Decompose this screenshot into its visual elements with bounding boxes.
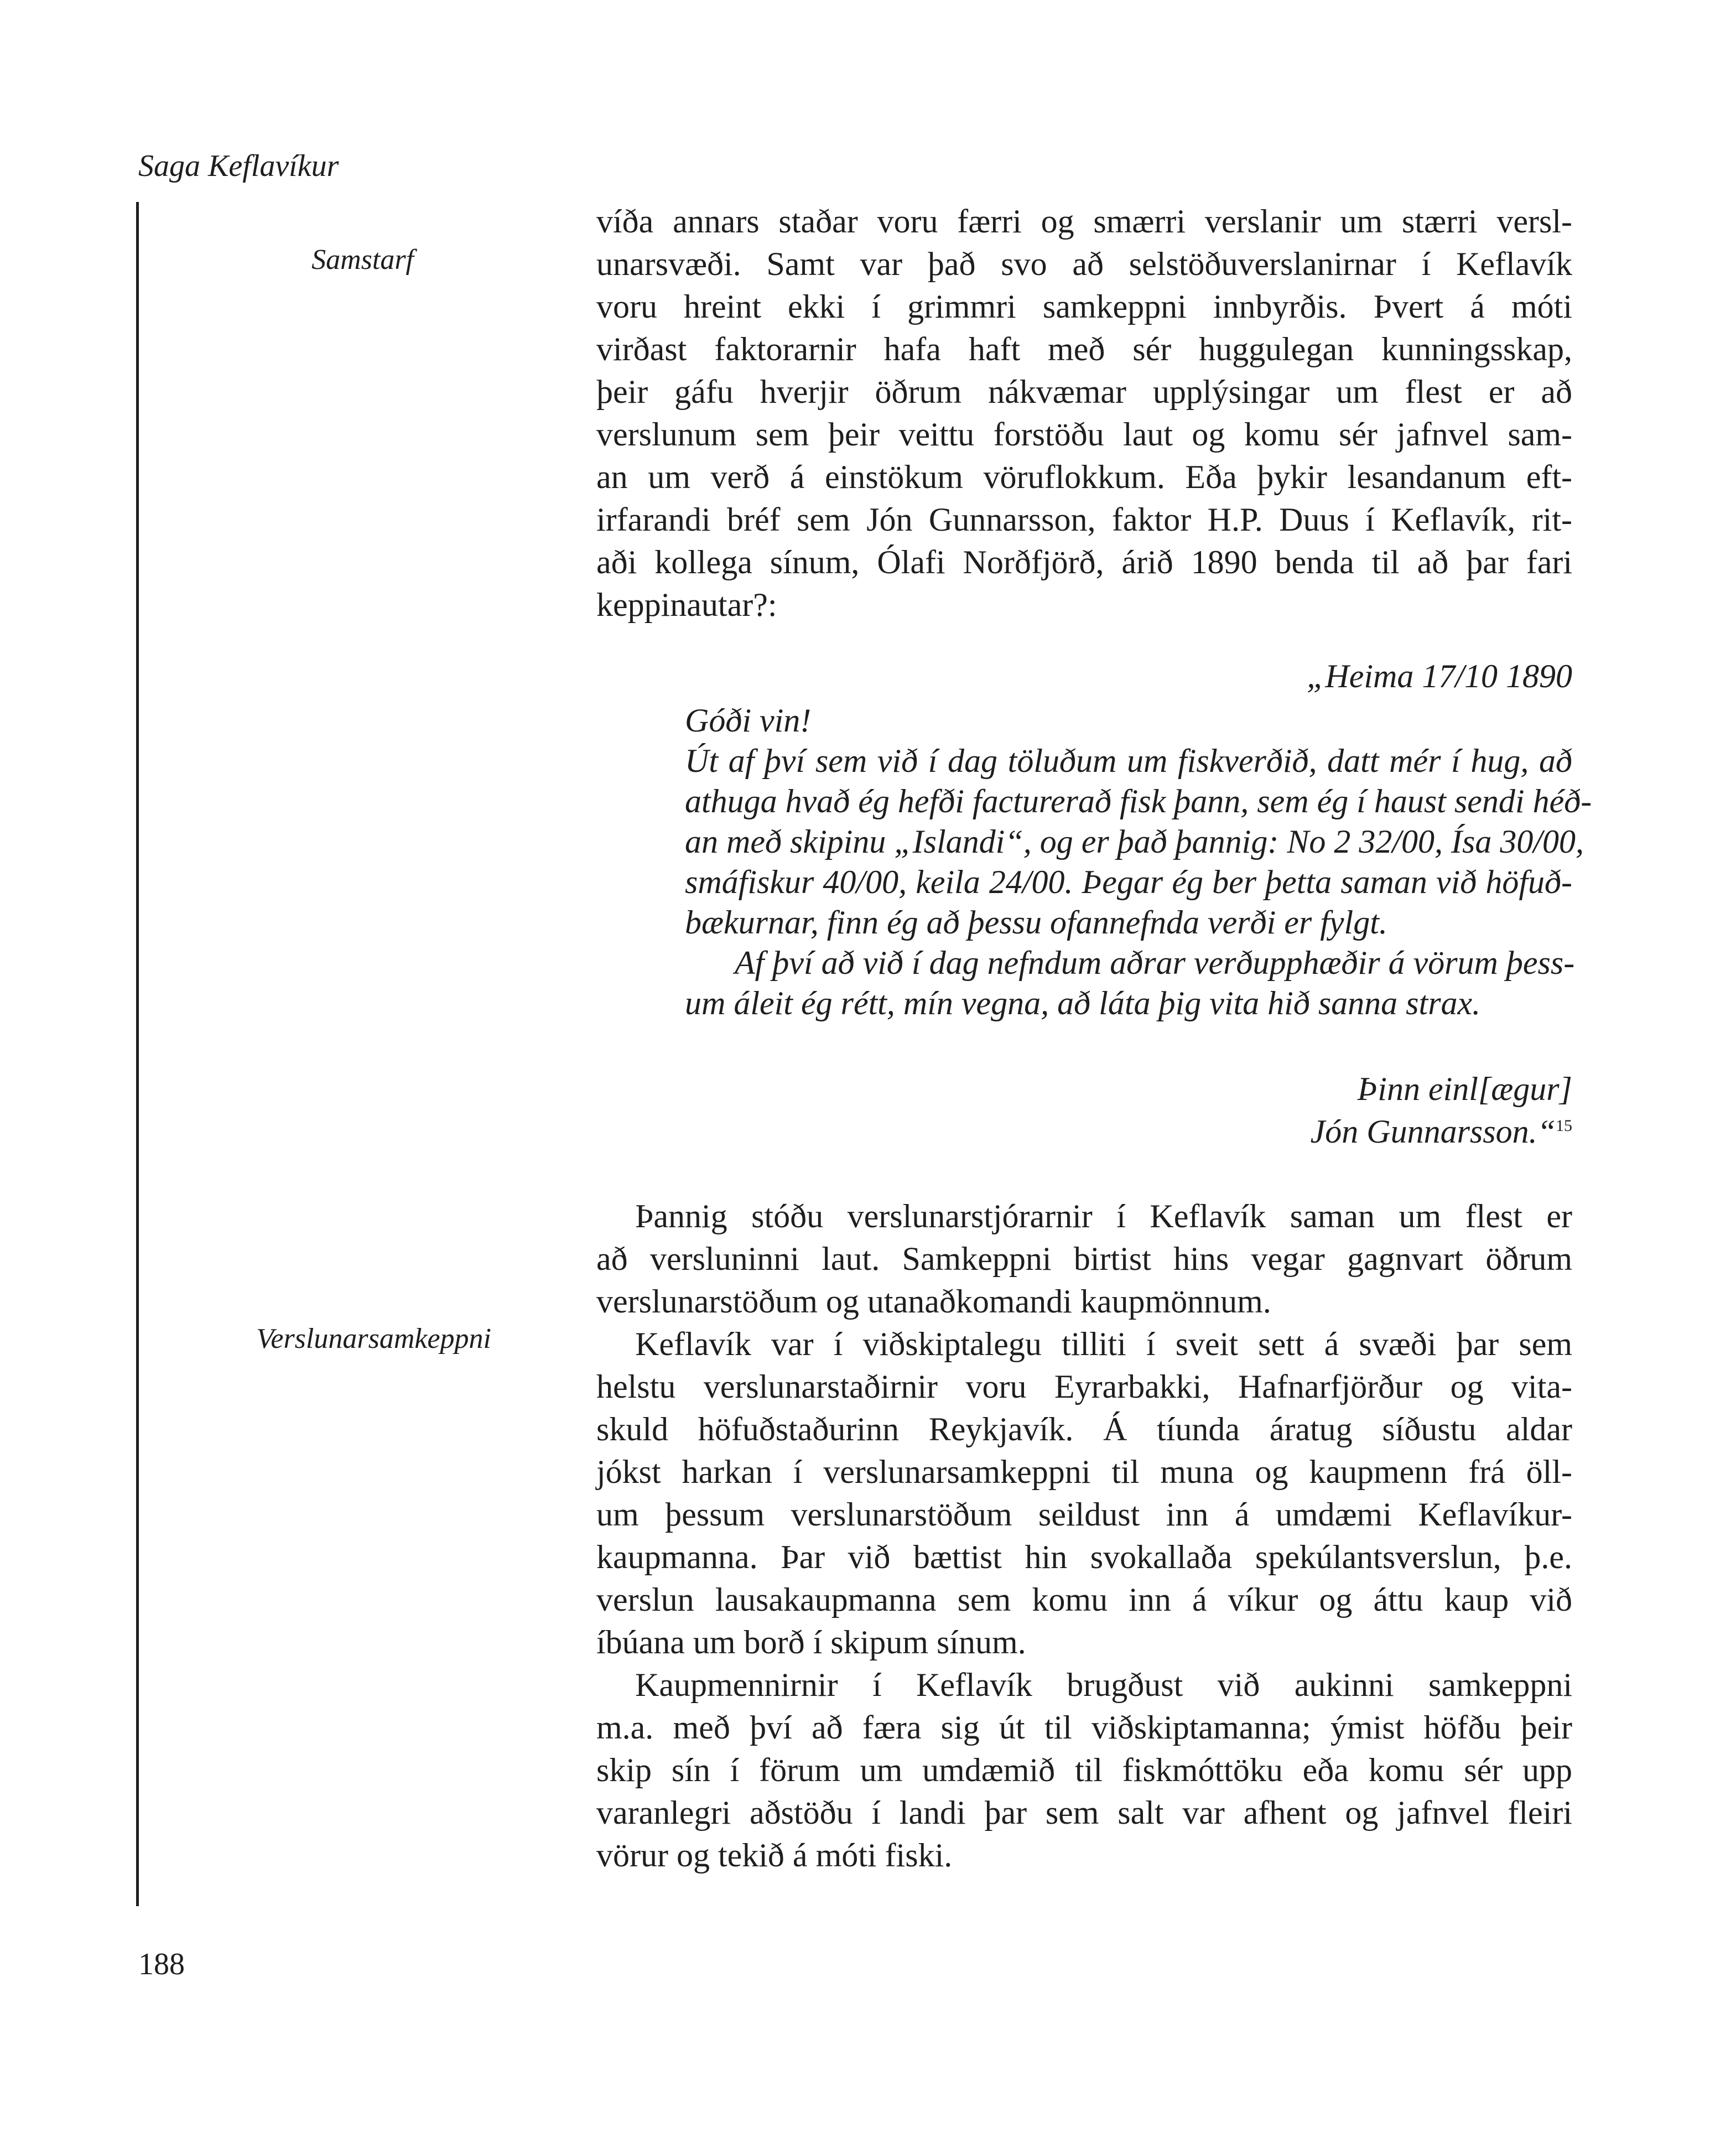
text-line: aði kollega sínum, Ólafi Norðfjörð, árið 1890 benda til að þar fari <box>596 544 1572 580</box>
text-line: vörur og tekið á móti fiski. <box>596 1837 953 1874</box>
text-line: irfarandi bréf sem Jón Gunnarsson, faktor H.P. Duus í Keflavík, rit- <box>596 501 1572 538</box>
text-line: um þessum verslunarstöðum seildust inn á umdæmi Keflavíkur- <box>596 1496 1572 1533</box>
text-line: þeir gáfu hverjir öðrum nákvæmar upplýsingar um flest er að <box>596 373 1572 410</box>
footnote-marker: 15 <box>1556 1117 1572 1135</box>
text-line: keppinautar?: <box>596 587 777 623</box>
text-line: skip sín í förum um umdæmið til fiskmóttöku eða komu sér upp <box>596 1752 1572 1788</box>
letter-greeting: Góði vin! <box>685 702 812 739</box>
letter-closing: Þinn einl[ægur] <box>1357 1071 1572 1107</box>
text-line: að versluninni laut. Samkeppni birtist hins vegar gagnvart öðrum <box>596 1241 1572 1277</box>
text-line: unarsvæði. Samt var það svo að selstöðuverslanirnar í Keflavík <box>596 246 1572 282</box>
text-line: víða annars staðar voru færri og smærri verslanir um stærri versl- <box>596 203 1572 240</box>
letter-line: Af því að við í dag nefndum aðrar verðupphæðir á vörum þess- <box>735 945 1575 981</box>
page-number: 188 <box>138 1947 185 1981</box>
text-line: m.a. með því að færa sig út til viðskiptamanna; ýmist höfðu þeir <box>596 1709 1572 1746</box>
text-line: helstu verslunarstaðirnir voru Eyrarbakki, Hafnarfjörður og vita- <box>596 1368 1572 1405</box>
letter-signature <box>685 1109 1572 1154</box>
text-line: jókst harkan í verslunarsamkeppni til muna og kaupmenn frá öll- <box>596 1454 1572 1490</box>
text-line: verslunarstöðum og utanaðkomandi kaupmönnum. <box>596 1283 1271 1320</box>
text-line: an um verð á einstökum vöruflokkum. Eða þykir lesandanum eft- <box>596 459 1572 495</box>
letter-line: Út af því sem við í dag töluðum um fiskverðið, datt mér í hug, að <box>685 743 1572 779</box>
letter-dateline: „Heima 17/10 1890 <box>1307 658 1572 694</box>
letter-line: bækurnar, finn ég að þessu ofannefnda verði er fylgt. <box>685 904 1387 941</box>
letter-line: um áleit ég rétt, mín vegna, að láta þig vita hið sanna strax. <box>685 985 1481 1021</box>
text-line: varanlegri aðstöðu í landi þar sem salt var afhent og jafnvel fleiri <box>596 1794 1572 1831</box>
letter-line: athuga hvað ég hefði facturerað fisk þann, sem ég í haust sendi héð- <box>685 783 1592 819</box>
margin-note-samstarf: Samstarf <box>311 244 414 276</box>
margin-rule <box>136 202 139 1906</box>
letter-line: smáfiskur 40/00, keila 24/00. Þegar ég ber þetta saman við höfuð- <box>685 864 1572 900</box>
text-line: verslun lausakaupmanna sem komu inn á víkur og áttu kaup við <box>596 1581 1572 1618</box>
letter-line: an með skipinu „Islandi“, og er það þannig: No 2 32/00, Ísa 30/00, <box>685 823 1584 860</box>
text-line: kaupmanna. Þar við bættist hin svokallaða spekúlantsverslun, þ.e. <box>596 1539 1572 1575</box>
text-line: Kaupmennirnir í Keflavík brugðust við aukinni samkeppni <box>635 1667 1572 1703</box>
text-line: skuld höfuðstaðurinn Reykjavík. Á tíunda áratug síðustu aldar <box>596 1411 1572 1447</box>
text-line: Keflavík var í viðskiptalegu tilliti í sveit sett á svæði þar sem <box>635 1326 1572 1362</box>
text-line: voru hreint ekki í grimmri samkeppni innbyrðis. Þvert á móti <box>596 288 1572 325</box>
signature-text: Jón Gunnarsson.“ <box>1310 1113 1556 1150</box>
running-head: Saga Keflavíkur <box>138 149 339 183</box>
text-line: verslunum sem þeir veittu forstöðu laut og komu sér jafnvel sam- <box>596 416 1572 453</box>
margin-note-verslunarsamkeppni: Verslunarsamkeppni <box>256 1323 491 1355</box>
text-line: íbúana um borð í skipum sínum. <box>596 1624 1026 1660</box>
text-line: Þannig stóðu verslunarstjórarnir í Keflavík saman um flest er <box>635 1198 1572 1234</box>
text-line: virðast faktorarnir hafa haft með sér huggulegan kunningsskap, <box>596 331 1572 367</box>
